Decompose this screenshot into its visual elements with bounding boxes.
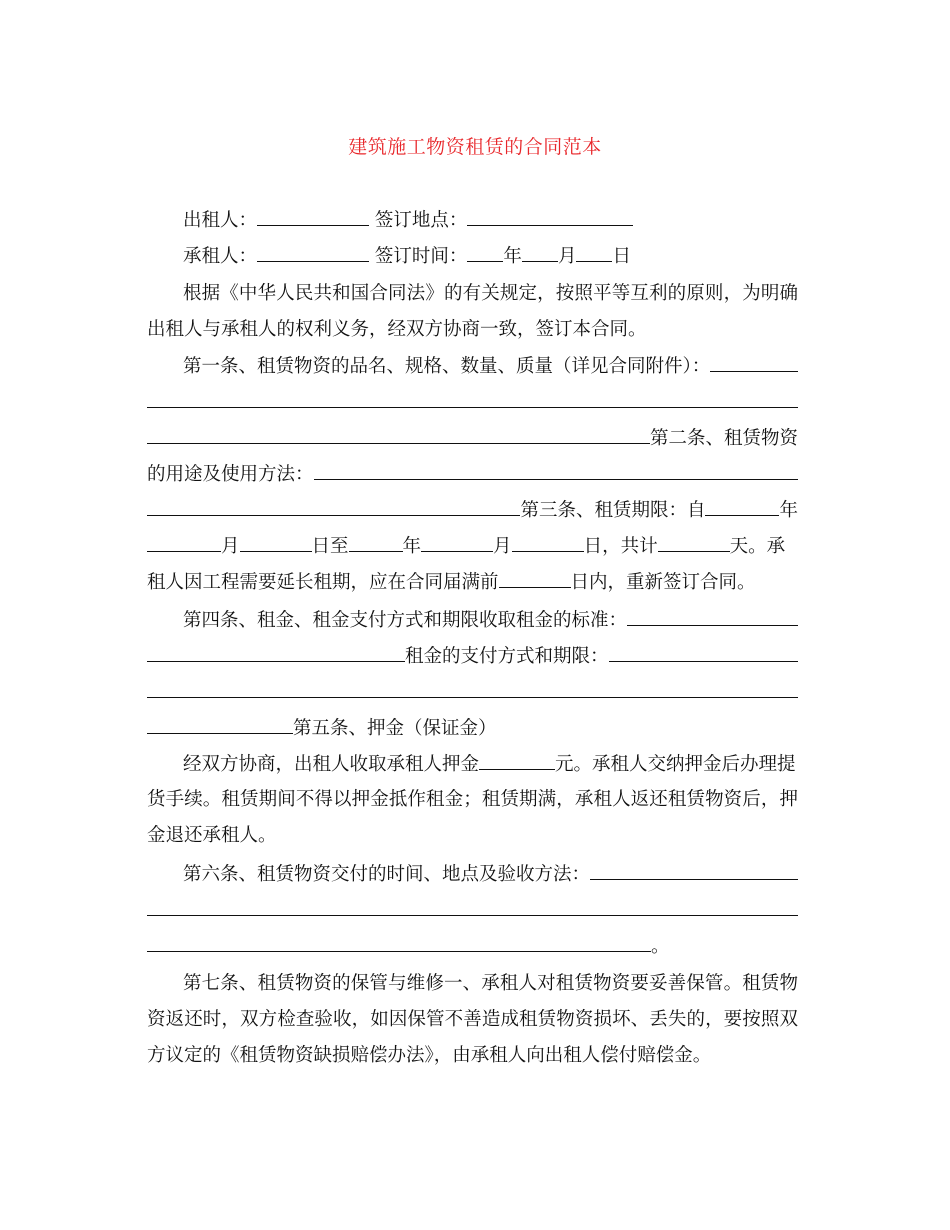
article-3-start-year-blank[interactable] [705, 497, 779, 516]
article-5-para-2: 货手续。租赁期间不得以押金抵作租金；租赁期满，承租人返还租赁物资后，押 [147, 789, 798, 810]
extension-text: 租人因工程需要延长租期，应在合同届满前 [147, 572, 499, 593]
lessee-blank[interactable] [257, 243, 369, 262]
article-1-line [183, 353, 798, 380]
lessor-line [183, 207, 798, 234]
year-label-b: 年 [402, 536, 422, 557]
sign-year-blank[interactable] [467, 243, 503, 262]
end-day-blank[interactable] [512, 533, 584, 552]
intro-line-2: 出租人与承租人的权利义务，经双方协商一致，签订本合同。 [147, 319, 647, 340]
blank-line-3 [147, 897, 798, 916]
end-year-blank[interactable] [349, 533, 403, 552]
article-5-pre-blank[interactable] [147, 715, 293, 734]
article-6-line-3 [147, 933, 798, 960]
day-total-label: 日，共计 [583, 536, 658, 557]
article-3-line [147, 497, 798, 524]
article-7-line-3: 方议定的《租赁物资缺损赔偿办法》，由承租人向出租人偿付赔偿金。 [147, 1045, 712, 1066]
lessee-line [183, 243, 798, 270]
end-month-blank[interactable] [421, 533, 493, 552]
month-label-a: 月 [221, 536, 240, 557]
article-3-line-2 [147, 533, 798, 560]
blank-line [147, 389, 798, 408]
blank-line-2 [147, 679, 798, 698]
extension-days-blank[interactable] [499, 569, 571, 588]
start-day-blank[interactable] [240, 533, 312, 552]
sign-month-blank[interactable] [522, 243, 558, 262]
blank-underline-2[interactable] [147, 679, 798, 698]
article-1-text: 第一条、租赁物资的品名、规格、数量、质量（详见合同附件）： [183, 356, 711, 377]
deposit-text: 经双方协商，出租人收取承租人押金 [183, 754, 480, 775]
article-4-pre-blank[interactable] [147, 643, 405, 662]
article-2-pre-blank[interactable] [147, 425, 650, 444]
sign-time-label: 签订时间： [374, 246, 468, 267]
lessee-label: 承租人： [183, 246, 258, 267]
article-1-blank[interactable] [710, 353, 798, 372]
article-4-line [183, 607, 798, 634]
article-4-payment-text: 租金的支付方式和期限： [405, 646, 609, 667]
article-7-line-1: 第七条、租赁物资的保管与维修一、承租人对租赁物资要妥善保管。租赁物 [183, 973, 798, 994]
article-2-line-2 [147, 461, 798, 488]
article-6-blank[interactable] [590, 861, 798, 880]
article-2-usage-blank[interactable] [314, 461, 798, 480]
article-5-para-1 [183, 751, 798, 778]
blank-underline[interactable] [147, 389, 798, 408]
sign-place-label: 签订地点： [374, 210, 468, 231]
article-4-text: 第四条、租金、租金支付方式和期限收取租金的标准： [183, 610, 628, 631]
intro-line-1: 根据《中华人民共和国合同法》的有关规定，按照平等互利的原则，为明确 [183, 283, 798, 304]
article-3-text: 第三条、租赁期限：自 [520, 500, 706, 521]
month-label-b: 月 [493, 536, 512, 557]
article-4-payment-blank[interactable] [609, 643, 798, 662]
blank-underline-3[interactable] [147, 897, 798, 916]
article-5-title: 第五条、押金（保证金） [293, 718, 497, 739]
document-title: 建筑施工物资租赁的合同范本 [348, 136, 602, 158]
article-4-line-2 [147, 643, 798, 670]
article-2-line [147, 425, 798, 452]
article-5-para-3: 金退还承租人。 [147, 825, 277, 846]
article-5-line [147, 715, 798, 742]
deposit-amount-blank[interactable] [479, 751, 555, 770]
total-days-blank[interactable] [658, 533, 730, 552]
article-6-text: 第六条、租赁物资交付的时间、地点及验收方法： [183, 864, 591, 885]
article-3-pre-blank[interactable] [147, 497, 520, 516]
lessor-blank[interactable] [257, 207, 369, 226]
article-2-text: 第二条、租赁物资 [649, 428, 798, 449]
article-6-end-blank[interactable] [147, 933, 651, 952]
start-month-blank[interactable] [147, 533, 221, 552]
days-label: 天。承 [729, 536, 786, 557]
year-label: 年 [503, 246, 522, 267]
deposit-text-end: 元。承租人交纳押金后办理提 [555, 754, 796, 775]
article-2-usage-text: 的用途及使用方法： [147, 464, 314, 485]
day-to-label: 日至 [311, 536, 349, 557]
article-4-blank[interactable] [627, 607, 798, 626]
extension-text-end: 日内，重新签订合同。 [570, 572, 756, 593]
day-label: 日 [612, 246, 631, 267]
month-label: 月 [557, 246, 577, 267]
article-3-year-label: 年 [779, 500, 798, 521]
sign-place-blank[interactable] [467, 207, 633, 226]
article-6-period: 。 [651, 936, 670, 957]
article-3-line-3 [147, 569, 798, 596]
article-7-line-2: 资返还时，双方检查验收，如因保管不善造成租赁物资损坏、丢失的，要按照双 [147, 1009, 798, 1030]
article-6-line [183, 861, 798, 888]
lessor-label: 出租人： [183, 210, 258, 231]
sign-day-blank[interactable] [576, 243, 612, 262]
